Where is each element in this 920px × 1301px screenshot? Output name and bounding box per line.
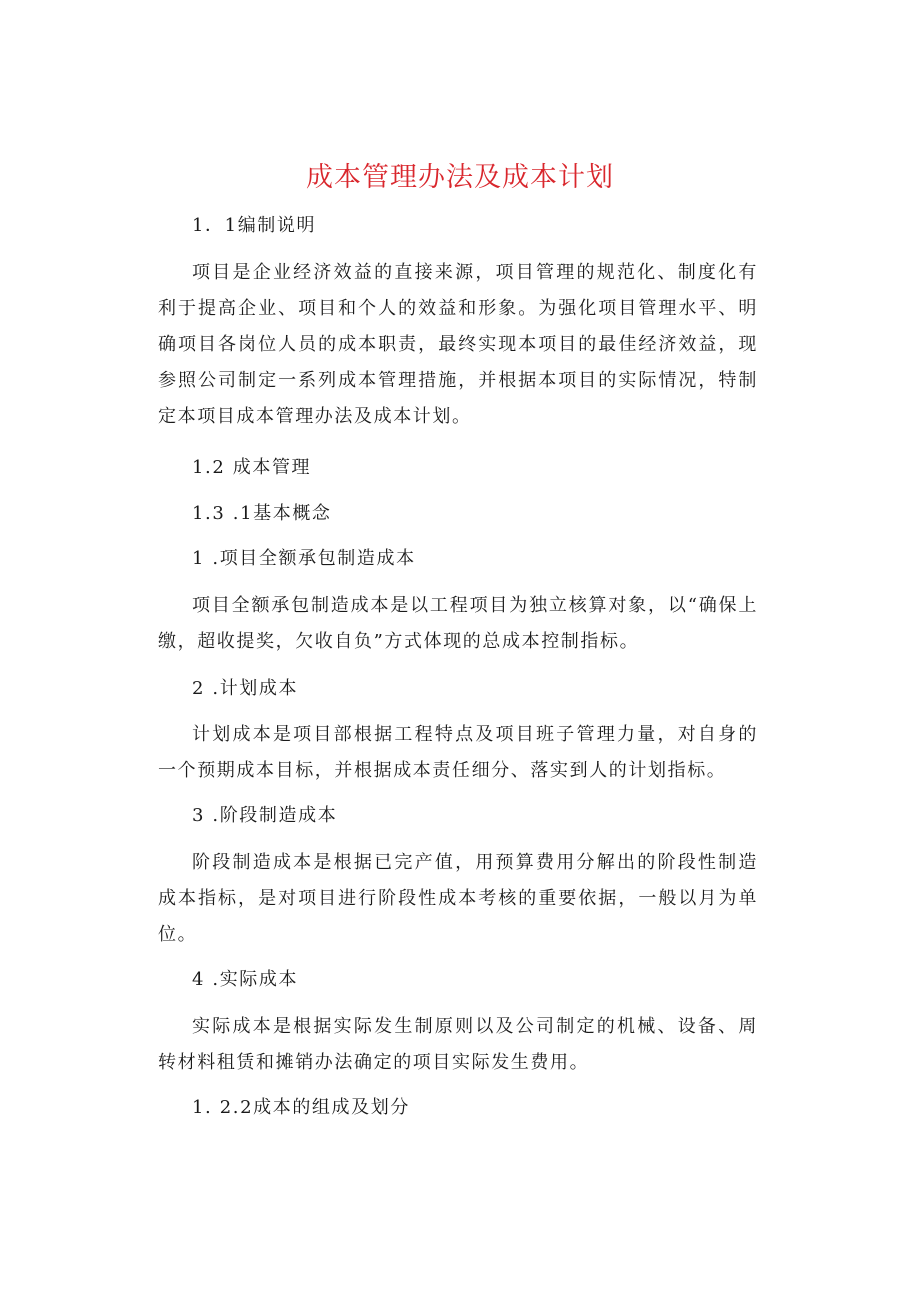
section-heading-1-2: 1.2 成本管理 — [192, 457, 312, 478]
paragraph-planned-cost: 计划成本是项目部根据工程特点及项目班子管理力量，对自身的一个预期成本目标，并根据成本责任细分、落实到人的计划指标。 — [158, 724, 758, 781]
paragraph-stage-cost: 阶段制造成本是根据已完产值，用预算费用分解出的阶段性制造成本指标，是对项目进行阶段性成本考核的重要依据，一般以月为单位。 — [158, 852, 758, 945]
document-title: 成本管理办法及成本计划 — [306, 162, 614, 193]
section-heading-1-3-1: 1.3 .1基本概念 — [192, 503, 332, 524]
item-heading-stage-cost: 3 .阶段制造成本 — [192, 805, 338, 826]
section-heading-1-2-2: 1. 2.2成本的组成及划分 — [192, 1097, 410, 1118]
item-heading-full-contract-cost: 1 .项目全额承包制造成本 — [192, 548, 416, 569]
paragraph-full-contract-cost: 项目全额承包制造成本是以工程项目为独立核算对象，以“确保上缴，超收提奖，欠收自负”方式体现的总成本控制指标。 — [158, 595, 758, 652]
paragraph-actual-cost: 实际成本是根据实际发生制原则以及公司制定的机械、设备、周转材料租赁和摊销办法确定的项目实际发生费用。 — [158, 1016, 758, 1073]
item-heading-actual-cost: 4 .实际成本 — [192, 969, 299, 990]
item-heading-planned-cost: 2 .计划成本 — [192, 678, 299, 699]
paragraph-compilation-note: 项目是企业经济效益的直接来源，项目管理的规范化、制度化有利于提高企业、项目和个人的效益和形象。为强化项目管理水平、明确项目各岗位人员的成本职责，最终实现本项目的最佳经济效益，现参照公司制定一系列成本管理措施，并根据本项目的实际情况，特制定本项目成本管理办法及成本计划。 — [158, 262, 758, 427]
section-heading-1-1: 1．1编制说明 — [192, 215, 317, 236]
